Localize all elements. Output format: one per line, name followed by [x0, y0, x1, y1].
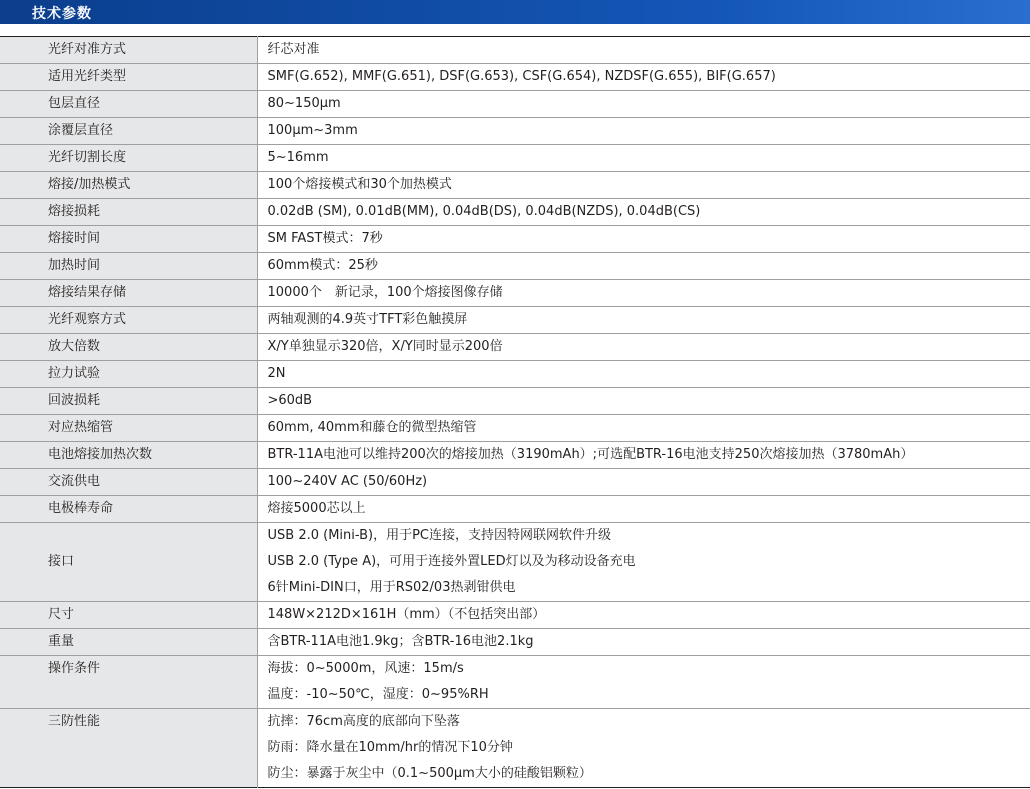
spec-value: 抗摔：76cm高度的底部向下坠落 [267, 714, 460, 729]
spec-row [0, 709, 1030, 788]
spec-label: 拉力试验 [0, 361, 257, 388]
spec-value: 100~240V AC (50/60Hz) [267, 474, 428, 489]
spec-value: 80~150μm [267, 96, 341, 111]
spec-row [0, 145, 1030, 172]
spec-row [0, 496, 1030, 523]
spec-value: 60mm, 40mm和藤仓的微型热缩管 [267, 420, 477, 435]
spec-value: 熔接5000芯以上 [267, 501, 366, 516]
spec-value-cell [257, 469, 1030, 496]
spec-label: 三防性能 [0, 709, 257, 788]
spec-label: 放大倍数 [0, 334, 257, 361]
spec-value-cell [257, 496, 1030, 523]
spec-row [0, 64, 1030, 91]
spec-value: 2N [267, 366, 286, 381]
spec-value-cell [257, 629, 1030, 656]
spec-value: X/Y单独显示320倍，X/Y同时显示200倍 [267, 339, 503, 354]
spec-value-cell [257, 523, 1030, 602]
spec-value: 10000个 新记录，100个熔接图像存储 [267, 285, 503, 300]
spec-value-cell [257, 199, 1030, 226]
spec-row [0, 172, 1030, 199]
spec-value-cell [257, 145, 1030, 172]
spec-row [0, 280, 1030, 307]
spec-row [0, 91, 1030, 118]
spec-value: USB 2.0 (Type A)，可用于连接外置LED灯以及为移动设备充电 [267, 554, 636, 569]
spec-row [0, 469, 1030, 496]
spec-row [0, 602, 1030, 629]
spec-label: 熔接时间 [0, 226, 257, 253]
spec-value-cell [257, 388, 1030, 415]
spec-value-cell [257, 602, 1030, 629]
spec-value-cell [257, 91, 1030, 118]
spec-value: SM FAST模式：7秒 [267, 231, 383, 246]
spec-row [0, 629, 1030, 656]
spec-row [0, 388, 1030, 415]
spec-value: 含BTR-11A电池1.9kg；含BTR-16电池2.1kg [267, 634, 534, 649]
spec-row [0, 118, 1030, 145]
spec-value-cell [257, 334, 1030, 361]
spec-row [0, 361, 1030, 388]
spec-value: 100μm~3mm [267, 123, 358, 138]
spec-value: 海拔：0~5000m，风速：15m/s [267, 661, 464, 676]
spec-label: 适用光纤类型 [0, 64, 257, 91]
section-header-bar [0, 0, 1030, 24]
spec-value-cell [257, 172, 1030, 199]
spec-value: USB 2.0 (Mini-B)，用于PC连接，支持因特网联网软件升级 [267, 528, 612, 543]
spec-label: 熔接损耗 [0, 199, 257, 226]
spec-value-cell [257, 442, 1030, 469]
spec-value: 60mm模式：25秒 [267, 258, 378, 273]
spec-row [0, 307, 1030, 334]
spec-value: 纤芯对准 [267, 42, 320, 57]
spec-value: >60dB [267, 393, 313, 408]
spec-label: 电极棒寿命 [0, 496, 257, 523]
spec-value-cell [257, 361, 1030, 388]
spec-value: BTR-11A电池可以维持200次的熔接加热（3190mAh）;可选配BTR-16电池支持250次熔接加热（3780mAh） [267, 447, 914, 462]
spec-value-cell [257, 253, 1030, 280]
spec-label: 操作条件 [0, 656, 257, 709]
spec-value-cell [257, 415, 1030, 442]
spec-label: 光纤观察方式 [0, 307, 257, 334]
spec-value: 5~16mm [267, 150, 329, 165]
spec-value: 防尘：暴露于灰尘中（0.1~500μm大小的硅酸铝颗粒） [267, 766, 592, 781]
spec-value: 100个熔接模式和30个加热模式 [267, 177, 452, 192]
spec-label: 尺寸 [0, 602, 257, 629]
spec-table [0, 36, 1030, 788]
spec-value-cell [257, 226, 1030, 253]
spec-row [0, 334, 1030, 361]
spec-label: 重量 [0, 629, 257, 656]
spec-label: 光纤对准方式 [0, 37, 257, 64]
spec-label: 电池熔接加热次数 [0, 442, 257, 469]
spec-value-cell [257, 64, 1030, 91]
spec-value: 温度：-10~50℃，湿度：0~95%RH [267, 687, 489, 702]
spec-row [0, 226, 1030, 253]
section-title: 技术参数 [32, 6, 92, 22]
spec-label: 接口 [0, 523, 257, 602]
spec-value-cell [257, 709, 1030, 788]
spec-value-cell [257, 280, 1030, 307]
spec-value-cell [257, 37, 1030, 64]
spec-label: 熔接结果存储 [0, 280, 257, 307]
spec-value: 148W×212D×161H（mm）（不包括突出部） [267, 607, 546, 622]
spec-label: 光纤切割长度 [0, 145, 257, 172]
spec-row [0, 523, 1030, 602]
spec-value: 防雨：降水量在10mm/hr的情况下10分钟 [267, 740, 513, 755]
spec-value: 两轴观测的4.9英寸TFT彩色触摸屏 [267, 312, 468, 327]
spec-row [0, 656, 1030, 709]
spec-label: 加热时间 [0, 253, 257, 280]
spec-table-body [0, 37, 1030, 788]
spec-value-cell [257, 656, 1030, 709]
spec-label: 回波损耗 [0, 388, 257, 415]
spec-label: 交流供电 [0, 469, 257, 496]
spec-row [0, 199, 1030, 226]
spec-row [0, 253, 1030, 280]
spec-value-cell [257, 307, 1030, 334]
spec-row [0, 442, 1030, 469]
spec-label: 涂覆层直径 [0, 118, 257, 145]
spec-label: 对应热缩管 [0, 415, 257, 442]
spec-row [0, 37, 1030, 64]
spec-label: 包层直径 [0, 91, 257, 118]
spec-value: 6针Mini-DIN口，用于RS02/03热剥钳供电 [267, 580, 516, 595]
spec-value: 0.02dB (SM), 0.01dB(MM), 0.04dB(DS), 0.04dB(NZDS), 0.04dB(CS) [267, 204, 701, 219]
spec-value: SMF(G.652), MMF(G.651), DSF(G.653), CSF(G.654), NZDSF(G.655), BIF(G.657) [267, 69, 776, 84]
spec-row [0, 415, 1030, 442]
spec-value-cell [257, 118, 1030, 145]
spec-label: 熔接/加热模式 [0, 172, 257, 199]
